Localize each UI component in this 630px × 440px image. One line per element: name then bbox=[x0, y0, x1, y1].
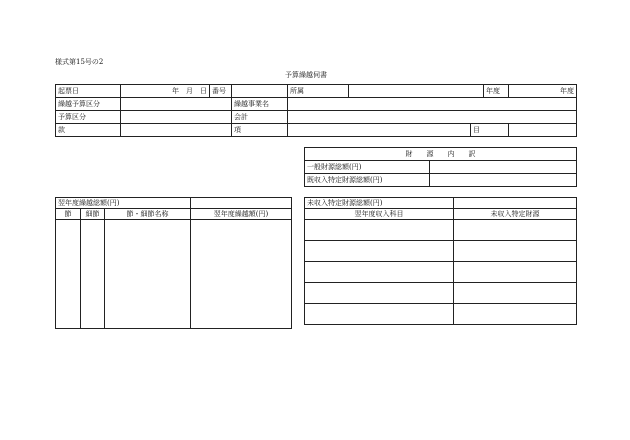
column-header: 節・細節名称 bbox=[105, 209, 191, 220]
form-title: 予算繰越伺書 bbox=[285, 71, 327, 79]
account-label: 会計 bbox=[232, 111, 288, 124]
unreceived-row-cell[interactable] bbox=[305, 304, 454, 325]
general-fund-label: 一般財源総額(円) bbox=[305, 161, 430, 174]
unreceived-row-cell[interactable] bbox=[454, 304, 577, 325]
unreceived-row-cell[interactable] bbox=[305, 283, 454, 304]
unreceived-table bbox=[304, 197, 577, 325]
item-label: 項 bbox=[232, 124, 288, 137]
header-table bbox=[55, 84, 577, 137]
number-label: 番号 bbox=[210, 85, 232, 98]
carryover-body-cell[interactable] bbox=[105, 220, 191, 329]
date-field[interactable]: 年 月 日 bbox=[121, 85, 210, 98]
carryover-body-cell[interactable] bbox=[191, 220, 292, 329]
general-fund-field[interactable] bbox=[430, 161, 577, 174]
carry-category-label: 繰越予算区分 bbox=[56, 98, 121, 111]
unreceived-row-cell[interactable] bbox=[305, 262, 454, 283]
earmarked-fund-field[interactable] bbox=[430, 174, 577, 187]
unreceived-row-cell[interactable] bbox=[454, 220, 577, 241]
section-field[interactable] bbox=[121, 124, 232, 137]
sub-item-label: 目 bbox=[471, 124, 509, 137]
carryover-total-label: 翌年度繰越総額(円) bbox=[56, 198, 191, 209]
year-field[interactable]: 年度 bbox=[509, 85, 577, 98]
funding-title: 財 源 内 訳 bbox=[305, 148, 577, 161]
unreceived-total-label: 未収入特定財源総額(円) bbox=[305, 198, 454, 209]
account-field[interactable] bbox=[288, 111, 577, 124]
carry-project-label: 繰越事業名 bbox=[232, 98, 288, 111]
carryover-total-field[interactable] bbox=[191, 198, 292, 209]
form-number: 様式第15号の2 bbox=[55, 58, 104, 66]
carryover-body-cell[interactable] bbox=[81, 220, 105, 329]
funding-table bbox=[304, 147, 577, 187]
dept-field[interactable] bbox=[349, 85, 484, 98]
column-header: 未収入特定財源 bbox=[454, 209, 577, 220]
carry-category-field[interactable] bbox=[121, 98, 232, 111]
unreceived-row-cell[interactable] bbox=[305, 220, 454, 241]
carry-project-field[interactable] bbox=[288, 98, 577, 111]
earmarked-fund-label: 既収入特定財源総額(円) bbox=[305, 174, 430, 187]
unreceived-row-cell[interactable] bbox=[454, 283, 577, 304]
carryover-table bbox=[55, 197, 292, 329]
dept-label: 所属 bbox=[288, 85, 349, 98]
column-header: 細節 bbox=[81, 209, 105, 220]
unreceived-row-cell[interactable] bbox=[454, 262, 577, 283]
unreceived-row-cell[interactable] bbox=[454, 241, 577, 262]
sub-item-field[interactable] bbox=[509, 124, 577, 137]
unreceived-total-field[interactable] bbox=[454, 198, 577, 209]
unreceived-row-cell[interactable] bbox=[305, 241, 454, 262]
budget-category-label: 予算区分 bbox=[56, 111, 121, 124]
column-header: 節 bbox=[56, 209, 81, 220]
number-field[interactable] bbox=[232, 85, 288, 98]
column-header: 翌年度繰越額(円) bbox=[191, 209, 292, 220]
year-label: 年度 bbox=[484, 85, 509, 98]
item-field[interactable] bbox=[288, 124, 471, 137]
carryover-body-cell[interactable] bbox=[56, 220, 81, 329]
column-header: 翌年度収入科目 bbox=[305, 209, 454, 220]
section-label: 款 bbox=[56, 124, 121, 137]
budget-category-field[interactable] bbox=[121, 111, 232, 124]
date-label: 起票日 bbox=[56, 85, 121, 98]
